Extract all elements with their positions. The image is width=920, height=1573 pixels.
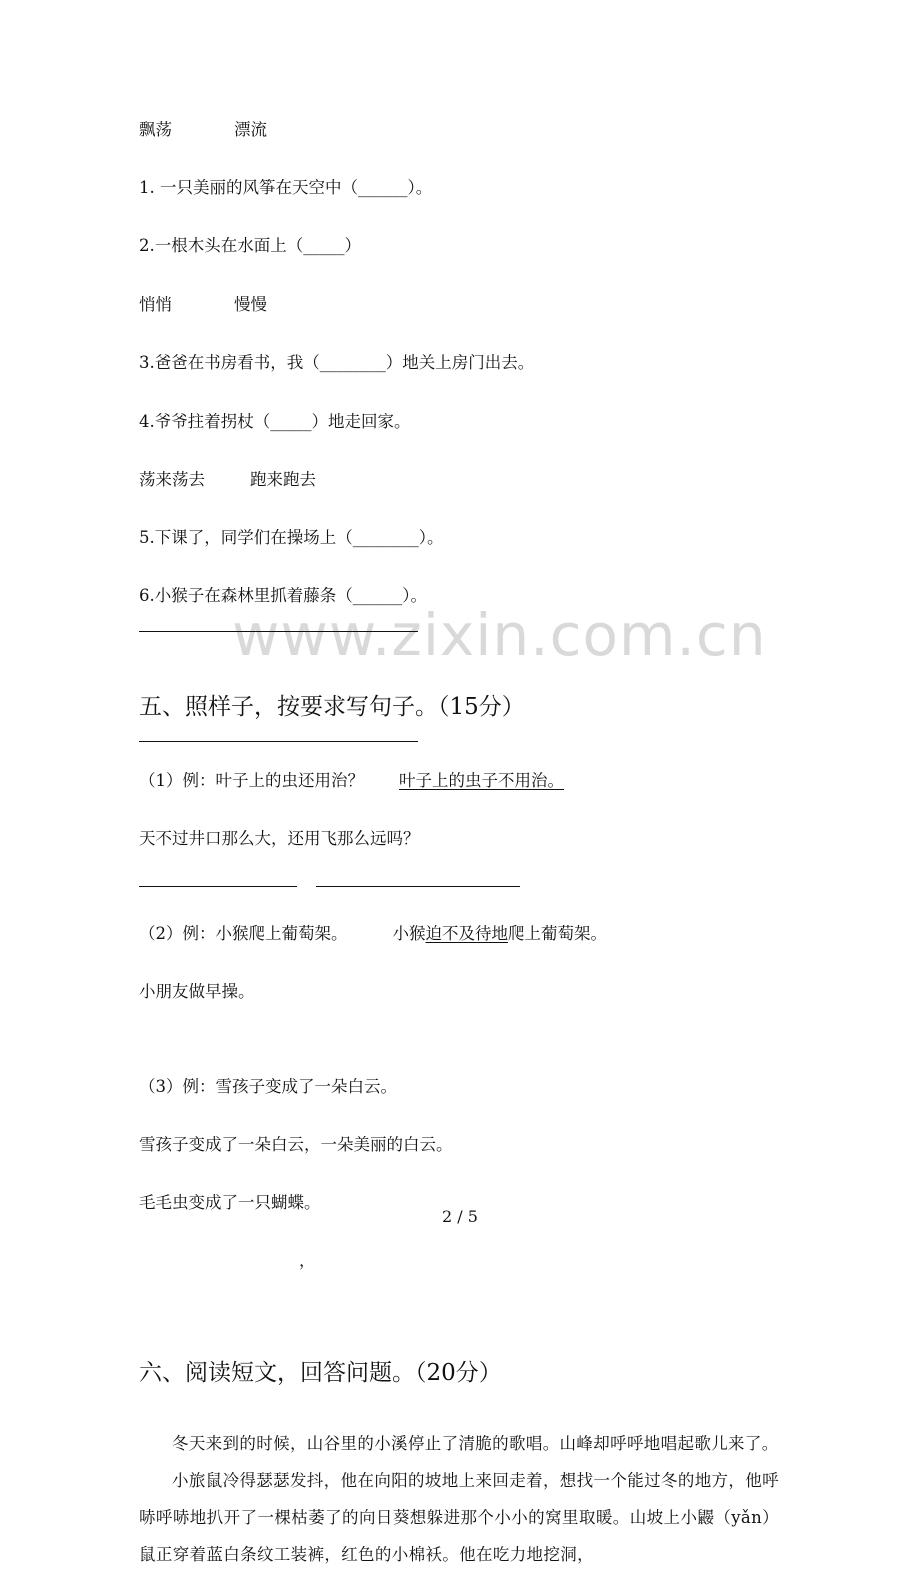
question-2: 2.一根木头在水面上（_____） — [139, 236, 361, 255]
word-group-3 — [139, 469, 920, 491]
example-3-label: （3）例：雪孩子变成了一朵白云。 — [139, 1077, 397, 1096]
question-6: 6.小猴子在森林里抓着藤条（______）。 — [139, 586, 427, 605]
word-group-1 — [139, 119, 920, 141]
page-number: 2 / 5 — [442, 1207, 478, 1226]
word-group-2 — [139, 294, 920, 316]
passage-paragraph-2: 小旅鼠冷得瑟瑟发抖，他在向阳的坡地上来回走着，想找一个能过冬的地方，他呼哧呼哧地扒开了一棵枯萎了的向日葵想躲进那个小小的窝里取暖。山坡上小鼹（yǎn）鼠正穿着蓝白条纹工装裤，红色的小棉袄。他在吃力地挖洞， — [139, 1471, 779, 1564]
example-label: （2）例：小猴爬上葡萄架。 — [139, 924, 348, 943]
question-1: 1. 一只美丽的风筝在天空中（______）。 — [139, 178, 433, 197]
example-answer: 叶子上的虫子不用治。 — [399, 771, 564, 790]
question-4: 4.爷爷拄着拐杖（_____）地走回家。 — [139, 412, 411, 431]
example-answer-underlined: 迫不及待地 — [425, 924, 508, 943]
word-option: 荡来荡去 — [139, 470, 205, 489]
word-option: 漂流 — [234, 120, 267, 139]
question-3: 3.爸爸在书房看书，我（________）地关上房门出去。 — [139, 353, 535, 372]
answer-line-2[interactable] — [139, 741, 418, 742]
example-1 — [139, 770, 920, 792]
answer-line-3b[interactable] — [316, 886, 520, 887]
answer-line-3a[interactable] — [139, 886, 297, 887]
example-answer-post: 爬上葡萄架。 — [508, 924, 607, 943]
task-2: 小朋友做早操。 — [139, 982, 255, 1001]
reading-passage — [139, 1425, 779, 1573]
passage-paragraph-1: 冬天来到的时候，山谷里的小溪停止了清脆的歌唱。山峰却呼呼地唱起歌儿来了。 — [172, 1434, 779, 1453]
section-6-title: 六、阅读短文，回答问题。（20分） — [139, 1360, 502, 1386]
question-5: 5.下课了，同学们在操场上（________）。 — [139, 528, 444, 547]
word-option: 飘荡 — [139, 120, 172, 139]
section-5-title: 五、照样子，按要求写句子。（15分） — [139, 694, 525, 720]
example-3-sentence: 雪孩子变成了一朵白云，一朵美丽的白云。 — [139, 1135, 453, 1154]
example-2 — [139, 923, 920, 945]
word-option: 跑来跑去 — [250, 470, 316, 489]
answer-comma: ， — [299, 1251, 316, 1270]
task-3: 毛毛虫变成了一只蝴蝶。 — [139, 1193, 321, 1212]
watermark: www.zixin.com.cn — [232, 601, 767, 669]
example-label: （1）例：叶子上的虫还用治？ — [139, 771, 364, 790]
word-option: 慢慢 — [234, 295, 267, 314]
word-option: 悄悄 — [139, 295, 172, 314]
answer-line-1[interactable] — [139, 631, 418, 632]
task-1: 天不过井口那么大，还用飞那么远吗？ — [139, 829, 420, 848]
example-answer-pre: 小猴 — [392, 924, 426, 943]
